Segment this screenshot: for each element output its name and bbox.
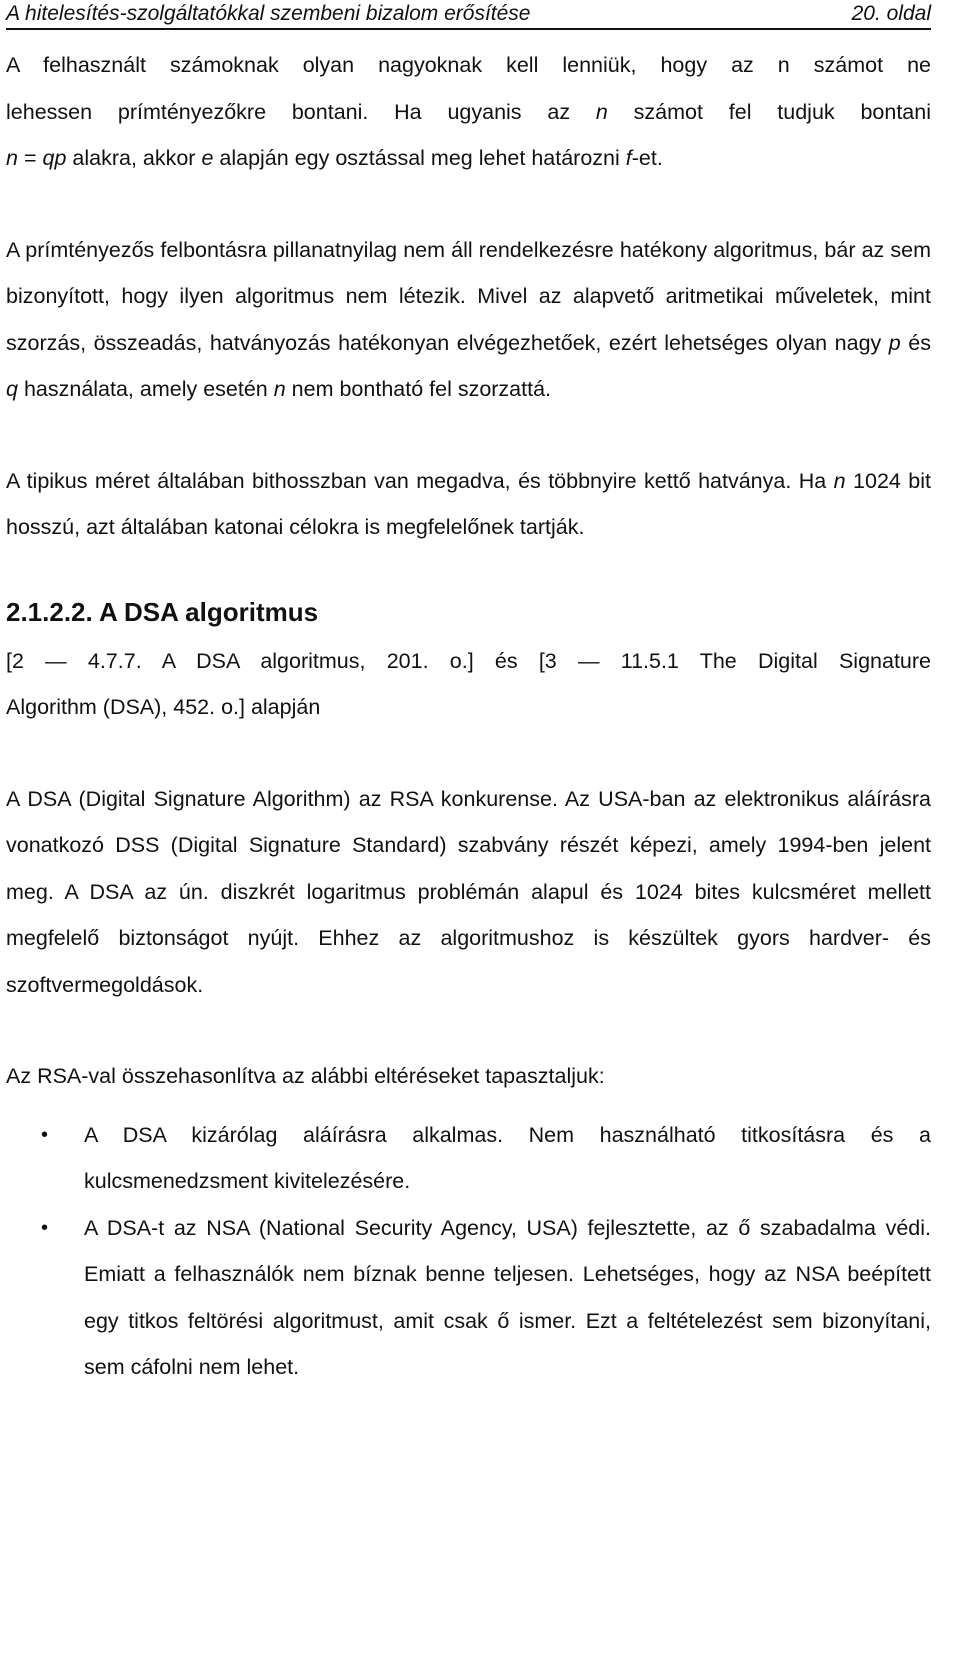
- list-item: [6, 1205, 931, 1391]
- comparison-list: [6, 1112, 931, 1391]
- section-reference: [6, 638, 931, 731]
- paragraph-2: A prímtényezős felbontásra pillanatnyilag nem áll rendelkezésre hatékony algoritmus, bár az sem bizonyított, hogy ilyen algoritmus nem létezik. Mivel az alapvető aritmetikai műveletek, mint szorzás, összeadás, hatványozás hatékonyan elvégezhetőek, ezért lehetséges olyan nagy p és q használata, amely esetén n nem bontható fel szorzattá.: [6, 237, 931, 401]
- paragraph-1: [6, 42, 931, 182]
- paragraph-1-line-2: lehessen prímtényezőkre bontani. Ha ugyanis az n számot fel tudjuk bontani: [6, 99, 931, 124]
- paragraph-4: A DSA (Digital Signature Algorithm) az RSA konkurense. Az USA-ban az elektronikus aláírásra vonatkozó DSS (Digital Signature Standard) szabvány részét képezi, amely 1994-ben jelent meg. A DSA az ún. diszkrét logaritmus problémán alapul és 1024 bites kulcsméret mellett megfelelő biztonságot nyújt. Ehhez az algoritmushoz is készültek gyors hardver- és szoftvermegoldások.: [6, 786, 931, 997]
- bullet-icon: •: [41, 1123, 49, 1146]
- paragraph-1-line-1: A felhasznált számoknak olyan nagyoknak kell lenniük, hogy az n számot ne: [6, 53, 931, 77]
- bullet-icon: •: [41, 1216, 49, 1239]
- header-title: A hitelesítés-szolgáltatókkal szembeni bizalom erősítése: [6, 2, 531, 25]
- list-item: [6, 1112, 931, 1205]
- section-heading: 2.1.2.2. A DSA algoritmus: [6, 596, 319, 627]
- header-page-number: 20. oldal: [851, 2, 931, 25]
- page-content: [6, 42, 931, 1391]
- reference-line-2: Algorithm (DSA), 452. o.] alapján: [6, 695, 321, 719]
- reference-line-1: [2 — 4.7.7. A DSA algoritmus, 201. o.] és [3 — 11.5.1 The Digital Signature: [6, 648, 931, 673]
- paragraph-5: Az RSA-val összehasonlítva az alábbi eltéréseket tapasztaljuk:: [6, 1064, 605, 1088]
- paragraph-3: A tipikus méret általában bithosszban van megadva, és többnyire kettő hatványa. Ha n 1024 bit hosszú, azt általában katonai célokra is megfelelőnek tartják.: [6, 468, 931, 539]
- list-item-text: A DSA kizárólag aláírásra alkalmas. Nem használható titkosításra és a kulcsmenedzsment kivitelezésére.: [84, 1122, 931, 1193]
- page-header: [6, 0, 931, 30]
- list-item-text: A DSA-t az NSA (National Security Agency, USA) fejlesztette, az ő szabadalma védi. Emiatt a felhasználók nem bíznak benne teljesen. Lehetséges, hogy az NSA beépített egy titkos feltörési algoritmust, amit csak ő ismer. Ezt a feltételezést sem bizonyítani, sem cáfolni nem lehet.: [84, 1215, 931, 1379]
- paragraph-1-line-3: n = qp alakra, akkor e alapján egy osztással meg lehet határozni f-et.: [6, 146, 663, 170]
